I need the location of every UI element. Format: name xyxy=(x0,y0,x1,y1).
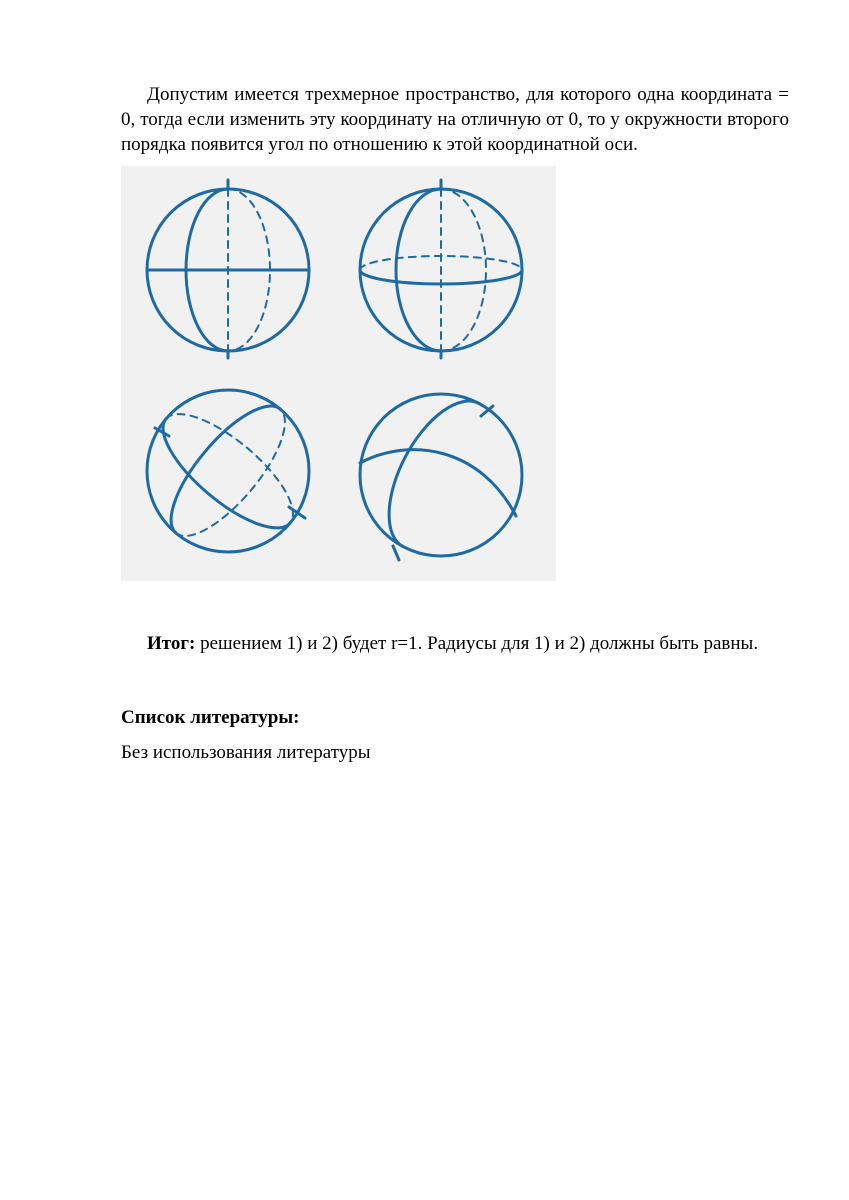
intro-paragraph: Допустим имеется трехмерное пространство, для которого одна координата = 0, тогда если изменить эту координату на отличную от 0, то у окружности второго порядка появится угол по отношению к этой координатной оси. xyxy=(121,84,789,155)
result-text: решением 1) и 2) будет r=1. Радиусы для 1) и 2) должны быть равны. xyxy=(195,633,759,654)
references-heading: Список литературы: xyxy=(121,707,300,728)
result-label: Итог: xyxy=(147,633,196,654)
sphere-meridian-equator xyxy=(147,180,309,358)
sphere-meridian-dashed-equator xyxy=(360,180,522,358)
sphere-oblique-meridian xyxy=(360,385,522,560)
spheres-figure xyxy=(121,166,556,581)
sphere-tilted-circles xyxy=(147,390,310,553)
result-paragraph xyxy=(147,631,758,656)
references-text: Без использования литературы xyxy=(121,742,371,763)
